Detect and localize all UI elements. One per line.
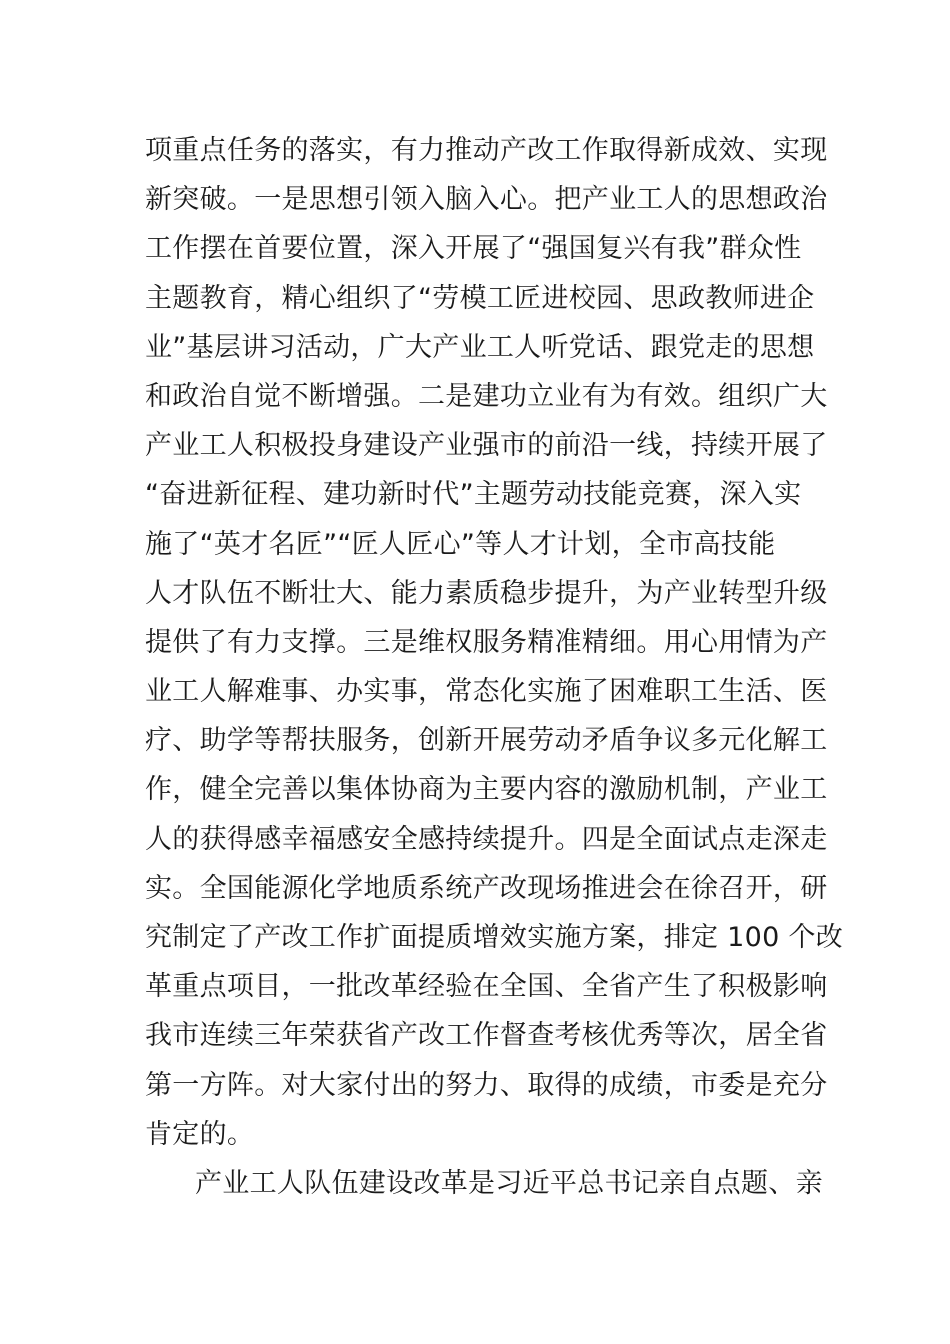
text-line: 第一方阵。对大家付出的努力、取得的成绩，市委是充分 [145,1069,828,1101]
text-line: 作，健全完善以集体协商为主要内容的激励机制，产业工 [145,774,828,806]
text-line: 业工人解难事、办实事，常态化实施了困难职工生活、医 [145,676,828,708]
text-line: 产业工人积极投身建设产业强市的前沿一线，持续开展了 [145,430,828,462]
text-line: 实。全国能源化学地质系统产改现场推进会在徐召开，研 [145,872,828,904]
text-line: 人的获得感幸福感安全感持续提升。四是全面试点走深走 [145,823,828,855]
text-line: 主题教育，精心组织了“劳模工匠进校园、思政教师进企 [145,282,815,314]
text-line: 新突破。一是思想引领入脑入心。把产业工人的思想政治 [145,184,828,216]
body-text [145,126,844,1208]
text-line: 业”基层讲习活动，广大产业工人听党话、跟党走的思想 [145,331,815,363]
text-line: 人才队伍不断壮大、能力素质稳步提升，为产业转型升级 [145,577,828,609]
text-line: “奋进新征程、建功新时代”主题劳动技能竞赛，深入实 [145,479,802,511]
text-line: 和政治自觉不断增强。二是建功立业有为有效。组织广大 [145,380,828,412]
text-line: 我市连续三年荣获省产改工作督查考核优秀等次，居全省 [145,1020,828,1052]
text-line: 工作摆在首要位置，深入开展了“强国复兴有我”群众性 [145,233,802,265]
text-line: 提供了有力支撑。三是维权服务精准精细。用心用情为产 [145,626,828,658]
text-line: 革重点项目，一批改革经验在全国、全省产生了积极影响 [145,971,828,1003]
text-line: 项重点任务的落实，有力推动产改工作取得新成效、实现 [145,135,828,166]
text-line: 疗、助学等帮扶服务，创新开展劳动矛盾争议多元化解工 [145,725,828,757]
paragraph-start-line: 产业工人队伍建设改革是习近平总书记亲自点题、亲 [195,1167,823,1199]
text-line: 究制定了产改工作扩面提质增效实施方案，排定 100 个改 [145,922,844,953]
text-line: 肯定的。 [145,1118,255,1150]
text-line: 施了“英才名匠”“匠人匠心”等人才计划，全市高技能 [145,528,776,560]
